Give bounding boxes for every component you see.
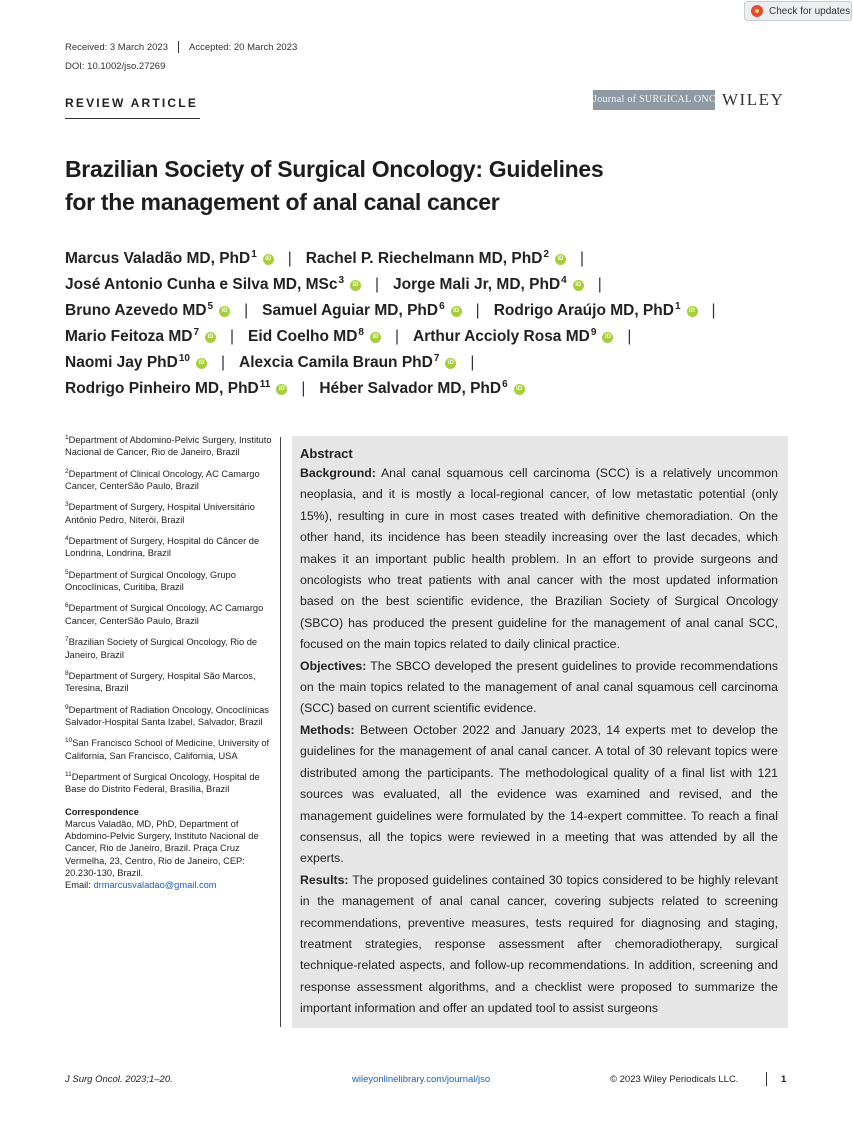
update-icon	[751, 5, 763, 17]
author[interactable]: Samuel Aguiar MD, PhD $^6$ iD	[262, 302, 462, 320]
author[interactable]: Eid Coelho MD $^8$ iD	[248, 328, 381, 346]
article-dates	[65, 41, 297, 53]
orcid-icon[interactable]: iD	[196, 358, 207, 369]
affiliation: $^1$Department of Abdomino-Pelvic Surgery, Instituto Nacional de Cancer, Rio de Janeiro, Brazil	[65, 434, 272, 458]
footer-divider	[766, 1072, 767, 1086]
orcid-icon[interactable]: iD	[445, 358, 456, 369]
author-line	[65, 298, 795, 324]
journal-url-link[interactable]: wileyonlinelibrary.com/journal/jso	[352, 1074, 491, 1085]
author-separator: |	[287, 250, 292, 267]
orcid-icon[interactable]: iD	[219, 306, 230, 317]
author-separator: |	[244, 302, 249, 319]
orcid-icon[interactable]: iD	[370, 332, 381, 343]
affiliation: $^8$Department of Surgery, Hospital São Marcos, Teresina, Brazil	[65, 669, 256, 694]
abstract-methods: Methods: Between October 2022 and January 2023, 14 experts met to develop the guidelines for the management of anal canal cancer. A total of 30 relevant topics were distributed among the participants. The methodological quality of a final list with 121 sources was evaluated, all the evidence was examined and revised, and the management guidelines were formulated by the 14-expert committee. To reach a final consensus, all the topics were reviewed in a meeting that was attended by all the experts.	[300, 722, 778, 866]
journal-logo: Journal of SURGICAL ONCOLOGY	[593, 90, 715, 110]
author[interactable]: Rodrigo Araújo MD, PhD $^1$ iD	[494, 302, 698, 320]
author-separator: |	[375, 276, 380, 293]
citation: J Surg Oncol. 2023;1–20.	[65, 1074, 173, 1085]
affiliation: $^{10}$San Francisco School of Medicine, University of California, San Francisco, California, USA	[65, 737, 270, 761]
orcid-icon[interactable]: iD	[276, 384, 287, 395]
author-line	[65, 350, 795, 376]
affiliation: $^7$Brazilian Society of Surgical Oncology, Rio de Janeiro, Brazil	[65, 636, 258, 660]
title-line-1: Brazilian Society of Surgical Oncology: Guidelines	[65, 156, 604, 182]
author-line	[65, 324, 795, 350]
affiliations	[65, 432, 273, 892]
author[interactable]: Bruno Azevedo MD $^5$ iD	[65, 302, 230, 320]
correspondence-email: Email: drmarcusvaladao@gmail.com	[65, 880, 217, 891]
affiliation: $^6$Department of Surgical Oncology, AC Camargo Cancer, CenterSão Paulo, Brazil	[65, 602, 264, 626]
orcid-icon[interactable]: iD	[514, 384, 525, 395]
author[interactable]: Naomi Jay PhD $^{10}$ iD	[65, 354, 207, 372]
orcid-icon[interactable]: iD	[451, 306, 462, 317]
orcid-icon[interactable]: iD	[263, 254, 274, 265]
author-separator: |	[597, 276, 602, 293]
author[interactable]: Mario Feitoza MD $^7$ iD	[65, 328, 216, 346]
article-title	[65, 153, 705, 219]
correspondence-text: Marcus Valadão, MD, PhD, Department of Abdomino-Pelvic Surgery, Instituto Nacional de Cancer, Rio de Janeiro, Brazil. Praça Cruz Vermelha, 23, Centro, Rio de Janeiro, CEP: 20.230-130, Brazil.	[65, 818, 259, 879]
affiliation: $^4$Department of Surgery, Hospital do Câncer de Londrina, Londrina, Brazil	[65, 535, 260, 559]
author-separator: |	[230, 328, 235, 345]
author-line	[65, 376, 795, 402]
author-separator: |	[394, 328, 399, 345]
received-date: Received: 3 March 2023	[65, 41, 168, 53]
orcid-icon[interactable]: iD	[573, 280, 584, 291]
article-type-underline	[65, 118, 200, 119]
author-line	[65, 246, 795, 272]
abstract-box	[292, 436, 788, 1028]
abstract-background: Background: Anal canal squamous cell carcinoma (SCC) is a relatively uncommon neoplasia, and it is mostly a local-regional cancer, of low metastatic potential (only 15%), resulting in cure in most cases treated with definitive chemoradiation. On the other hand, its incidence has been steadily increasing over the last decades, which makes it an important public health problem. In an effort to provide surgeons and oncologists who treat patients with anal cancer with the most updated information based on the best scientific evidence, the Brazilian Society of Surgical Oncology (SBCO) has produced the present guideline for the management of anal canal SCC, focused on the main topics related to daily clinical practice.	[300, 466, 778, 652]
author-separator: |	[711, 302, 716, 319]
author[interactable]: Arthur Accioly Rosa MD $^9$ iD	[413, 328, 613, 346]
accepted-date: Accepted: 20 March 2023	[188, 41, 298, 53]
author[interactable]: José Antonio Cunha e Silva MD, MSc $^3$ iD	[65, 276, 361, 294]
check-for-updates-button[interactable]	[744, 1, 852, 21]
author-separator: |	[627, 328, 632, 345]
doi: DOI: 10.1002/jso.27269	[65, 61, 166, 72]
author-separator: |	[579, 250, 584, 267]
author-separator: |	[301, 380, 306, 397]
abstract-results: Results: The proposed guidelines contained 30 topics considered to be highly relevant in the management of anal canal cancer, covering subjects related to screening recommendations, preventive measures, tests required for diagnosing and staging, treatment strategies, response assessment after chemoradiotherapy, surgical technique-related aspects, and follow-up recommendations. In addition, screening and response assessment algorithms, and a checklist were proposed to summarize the important information and offer an updated tool to assist surgeons	[300, 872, 778, 1016]
orcid-icon[interactable]: iD	[350, 280, 361, 291]
orcid-icon[interactable]: iD	[687, 306, 698, 317]
title-line-2: for the management of anal canal cancer	[65, 189, 500, 215]
author-separator: |	[475, 302, 480, 319]
correspondence-heading: Correspondence	[65, 806, 139, 817]
author-line	[65, 272, 795, 298]
copyright: © 2023 Wiley Periodicals LLC.	[610, 1074, 739, 1085]
orcid-icon[interactable]: iD	[602, 332, 613, 343]
author[interactable]: Marcus Valadão MD, PhD $^1$ iD	[65, 250, 274, 268]
author[interactable]: Alexcia Camila Braun PhD $^7$ iD	[239, 354, 456, 372]
author-separator: |	[470, 354, 475, 371]
email-link[interactable]: drmarcusvaladao@gmail.com	[93, 880, 217, 891]
article-type: REVIEW ARTICLE	[65, 96, 199, 110]
column-divider	[280, 437, 281, 1027]
abstract-heading: Abstract	[300, 446, 353, 461]
author-separator: |	[220, 354, 226, 371]
date-separator	[178, 41, 179, 53]
affiliation: $^3$Department of Surgery, Hospital Universitário Antônio Pedro, Niterói, Brazil	[65, 501, 255, 525]
author[interactable]: Héber Salvador MD, PhD $^6$ iD	[319, 380, 524, 398]
orcid-icon[interactable]: iD	[555, 254, 566, 265]
author[interactable]: Rodrigo Pinheiro MD, PhD $^{11}$ iD	[65, 380, 287, 398]
affiliation: $^2$Department of Clinical Oncology, AC Camargo Cancer, CenterSão Paulo, Brazil	[65, 467, 260, 492]
author-list	[65, 246, 795, 402]
check-for-updates-label: Check for updates	[769, 5, 851, 17]
author[interactable]: Rachel P. Riechelmann MD, PhD $^2$ iD	[306, 250, 566, 268]
affiliation: $^5$Department of Surgical Oncology, Grupo Oncoclínicas, Curitiba, Brazil	[65, 568, 236, 593]
orcid-icon[interactable]: iD	[205, 332, 216, 343]
affiliation: $^9$Department of Radiation Oncology, Oncoclínicas Salvador-Hospital Santa Izabel, Salvador, Brazil	[65, 703, 269, 727]
abstract-objectives: Objectives: The SBCO developed the present guidelines to provide recommendations on the main topics related to the management of anal canal squamous cell carcinoma (SCC) based on current scientific evidence.	[300, 658, 779, 716]
affiliation: $^{11}$Department of Surgical Oncology, Hospital de Base do Distrito Federal, Brasília, Brazil	[65, 770, 260, 795]
page-number: 1	[781, 1074, 787, 1085]
author[interactable]: Jorge Mali Jr, MD, PhD $^4$ iD	[393, 276, 584, 294]
publisher-logo: WILEY	[722, 90, 785, 109]
